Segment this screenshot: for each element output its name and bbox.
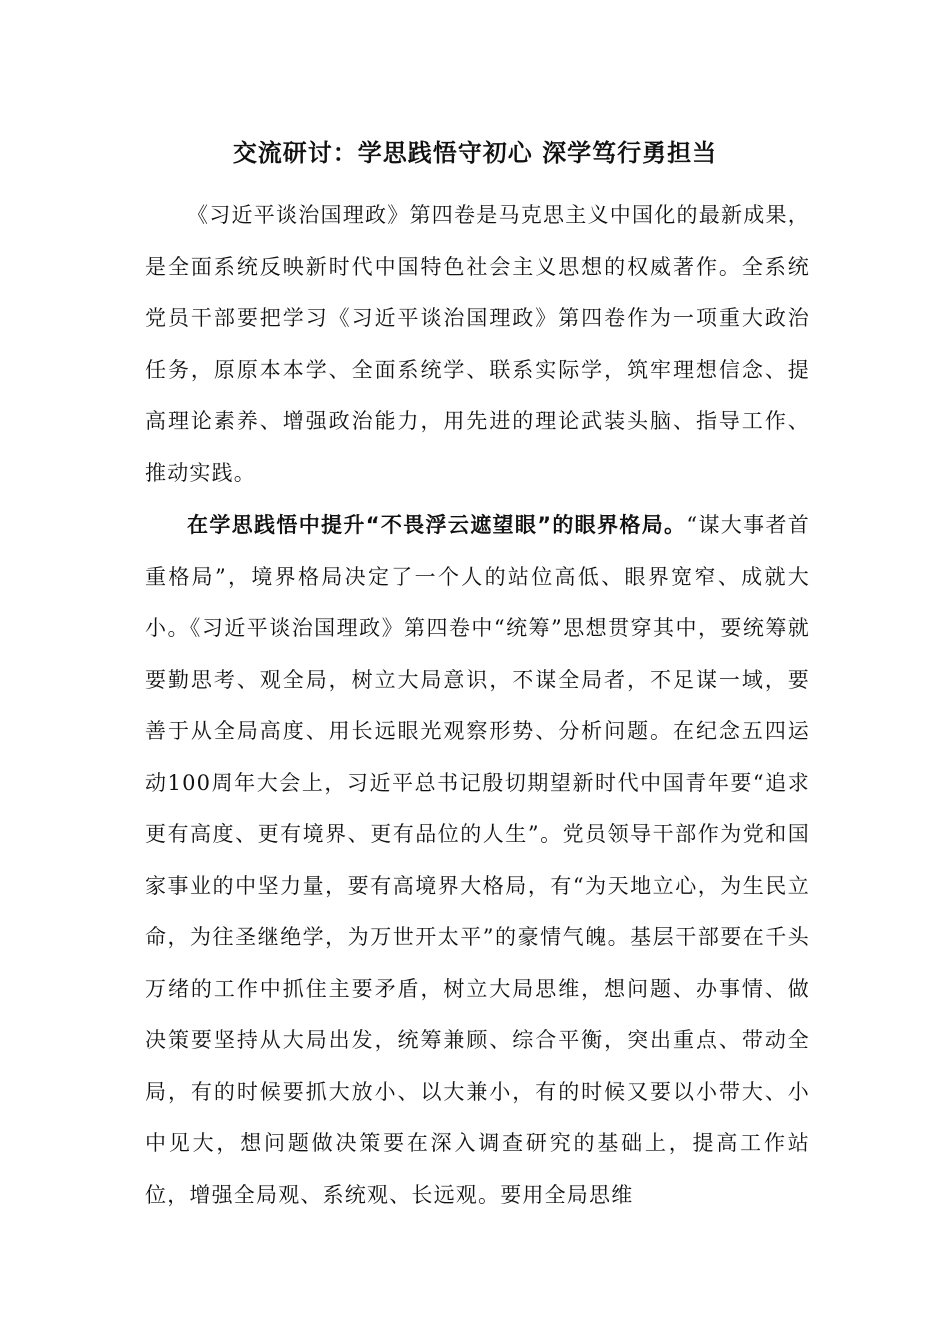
paragraph-lead-heading: 在学思践悟中提升“不畏浮云遮望眼”的眼界格局。 (187, 513, 687, 537)
paragraph-body-text: “谋大事者首重格局”，境界格局决定了一个人的站位高低、眼界宽窄、成就大小。《习近平谈治国理政》第四卷中“统筹”思想贯穿其中，要统筹就要勤思考、观全局，树立大局意识，不谋全局者，不足谋一域，要善于从全局高度、用长远眼光观察形势、分析问题。在纪念五四运动100周年大会上，习近平总书记殷切期望新时代中国青年要“追求更有高度、更有境界、更有品位的人生”。党员领导干部作为党和国家事业的中坚力量，要有高境界大格局，有“为天地立心，为生民立命，为往圣继绝学，为万世开太平”的豪情气魄。基层干部要在千头万绪的工作中抓住主要矛盾，树立大局思维，想问题、办事情、做决策要坚持从大局出发，统筹兼顾、综合平衡，突出重点、带动全局，有的时候要抓大放小、以大兼小，有的时候又要以小带大、小中见大，想问题做决策要在深入调查研究的基础上，提高工作站位，增强全局观、系统观、长远观。要用全局思维 (145, 513, 810, 1207)
paragraph-intro: 《习近平谈治国理政》第四卷是马克思主义中国化的最新成果，是全面系统反映新时代中国特色社会主义思想的权威著作。全系统党员干部要把学习《习近平谈治国理政》第四卷作为一项重大政治任务，原原本本学、全面系统学、联系实际学，筑牢理想信念、提高理论素养、增强政治能力，用先进的理论武装头脑、指导工作、推动实践。 (145, 203, 810, 485)
paragraph-section-1 (145, 500, 810, 1221)
document-title: 交流研讨：学思践悟守初心 深学笃行勇担当 (232, 139, 718, 167)
